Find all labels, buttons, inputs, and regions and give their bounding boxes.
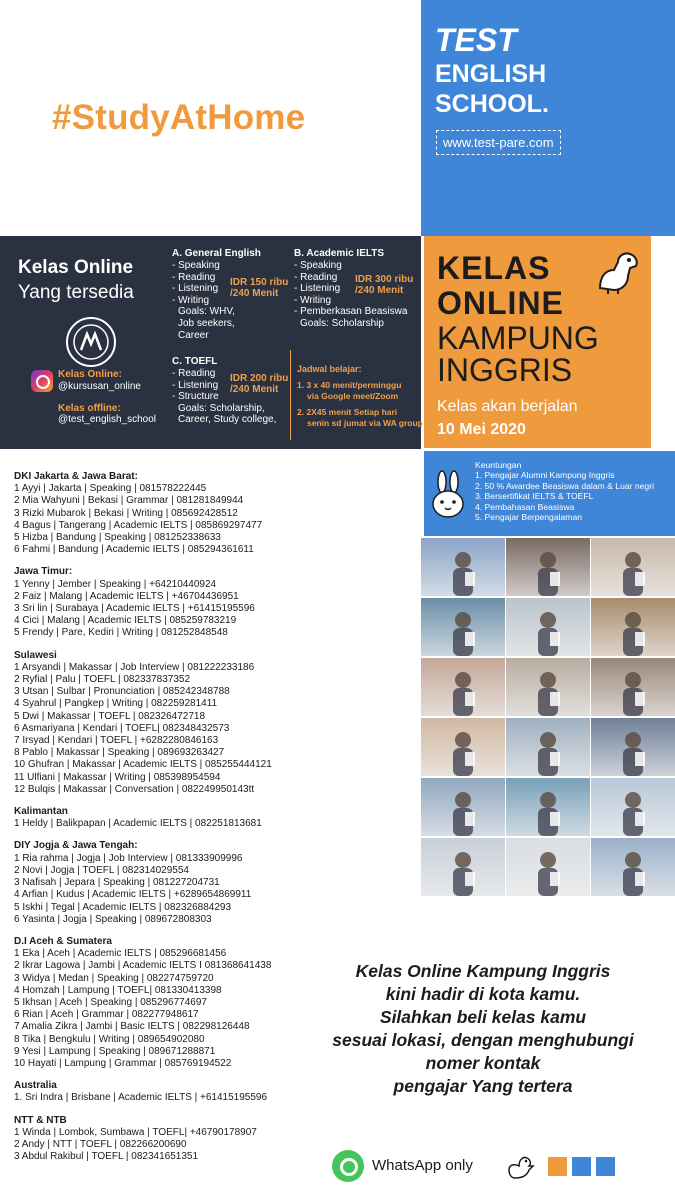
course-b-title: B. Academic IELTS [294, 248, 385, 259]
course-b-item: Goals: Scholarship [300, 317, 384, 329]
school-logo-icon [66, 317, 116, 367]
teacher-contact-entry[interactable]: 1 Ayyi | Jakarta | Speaking | 081578222445 [14, 483, 207, 495]
teacher-contact-entry[interactable]: 4 Bagus | Tangerang | Academic IELTS | 085869297477 [14, 519, 263, 531]
teacher-contact-entry[interactable]: 5 Iskhi | Tegal | Academic IELTS | 082326884293 [14, 901, 232, 913]
student-photo [421, 598, 505, 656]
course-a-items [172, 260, 235, 341]
course-a-item: - Listening [172, 283, 219, 295]
region-heading: DKI Jakarta & Jawa Barat: [14, 471, 138, 482]
teacher-contact-entry[interactable]: 1 Heldy | Balikpapan | Academic IELTS | 082251813681 [14, 818, 262, 830]
course-a-item: - Reading [172, 271, 216, 283]
schedule-block: 1. 3 x 40 menit/perminggu via Google meet/Zoom 2. 2X45 menit Setiap hari senin sd jumat via WA group [297, 380, 423, 428]
brand-line-1: TEST [435, 22, 517, 58]
course-b-item: - Writing [294, 294, 332, 306]
teacher-contact-entry[interactable]: 1 Yenny | Jember | Speaking | +64210440924 [14, 578, 217, 590]
offline-class-ig-handle[interactable]: @test_english_school [58, 414, 156, 425]
course-c-price: IDR 200 ribu /240 Menit [230, 373, 289, 395]
course-b-item: - Reading [294, 271, 338, 283]
teacher-contact-entry[interactable]: 6 Fahmi | Bandung | Academic IELTS | 085294361611 [14, 544, 254, 556]
student-photo [506, 718, 590, 776]
teacher-contact-entry[interactable]: 6 Rian | Aceh | Grammar | 082277948617 [14, 1009, 199, 1021]
student-photo [421, 718, 505, 776]
online-class-title: Kelas Online [18, 257, 134, 278]
promo-text: Kelas Online Kampung Inggris kini hadir di kota kamu. Silahkan beli kelas kamu sesuai lokasi, dengan menghubungi nomer kontak pengajar Yang tertera [332, 961, 634, 1096]
teacher-contact-entry[interactable]: 4 Arfian | Kudus | Academic IELTS | +6289654869911 [14, 889, 252, 901]
brand-url[interactable]: www.test-pare.com [436, 130, 561, 155]
promo-card-line-2: ONLINE [437, 285, 564, 321]
course-a-item: Goals: WHV, [178, 306, 235, 318]
teacher-contact-entry[interactable]: 2 Mia Wahyuni | Bekasi | Grammar | 081281849944 [14, 495, 244, 507]
course-c-item: - Listening [172, 379, 219, 391]
teacher-contact-entry[interactable]: 7 Amalia Zikra | Jambi | Basic IELTS | 082298126448 [14, 1021, 250, 1033]
instagram-icon [31, 370, 53, 392]
region-heading: D.I Aceh & Sumatera [14, 935, 112, 947]
course-a-item: Job seekers, [178, 317, 235, 329]
teacher-contact-entry[interactable]: 6 Asmariyana | Kendari | TOEFL| 082348432573 [14, 722, 230, 734]
teacher-contact-entry[interactable]: 2 Ryfial | Palu | TOEFL | 082337837352 [14, 674, 191, 686]
course-b-price: IDR 300 ribu /240 Menit [355, 274, 414, 296]
student-photo [591, 838, 675, 896]
whatsapp-label: WhatsApp only [372, 1157, 473, 1174]
teacher-contact-entry[interactable]: 1 Winda | Lombok, Sumbawa | TOEFL| +46790178907 [14, 1126, 257, 1138]
dinosaur-icon [594, 248, 642, 296]
course-b-item: - Pemberkasan Beasiswa [294, 306, 408, 318]
brand-line-2: ENGLISH [435, 60, 547, 88]
teacher-contact-entry[interactable]: 4 Syahrul | Pangkep | Writing | 082259281411 [14, 698, 218, 710]
teacher-contact-entry[interactable]: 4 Homzah | Lampung | TOEFL| 081330413398 [14, 984, 222, 996]
teacher-contact-entry[interactable]: 1 Eka | Aceh | Academic IELTS | 085296681456 [14, 948, 227, 960]
student-photo [421, 778, 505, 836]
benefits-list [475, 460, 654, 522]
course-a-item: Career [178, 329, 209, 341]
benefit-item: 2. 50 % Awardee Beasiswa dalam & Luar negri [475, 480, 654, 491]
promo-card-line-3: KAMPUNG [437, 320, 599, 356]
teacher-contact-entry[interactable]: 2 Ikrar Lagowa | Jambi | Academic IELTS I 081368641438 [14, 960, 272, 972]
teacher-contact-entry[interactable]: 3 Abdul Rakibul | TOEFL | 082341651351 [14, 1151, 199, 1163]
student-photo [506, 778, 590, 836]
course-c-item: Goals: Scholarship, [178, 402, 265, 414]
promo-card-start-date: 10 Mei 2020 [437, 421, 526, 438]
course-c-title: C. TOEFL [172, 356, 218, 367]
course-b-item: - Listening [294, 283, 341, 295]
student-photo [591, 718, 675, 776]
teacher-contact-entry[interactable]: 2 Andy | NTT | TOEFL | 082266200690 [14, 1138, 187, 1150]
student-photo [506, 838, 590, 896]
student-photo [506, 538, 590, 596]
region-heading: Jawa Timur: [14, 566, 73, 578]
region-heading: Kalimantan [14, 806, 68, 818]
student-photo [591, 778, 675, 836]
offline-class-ig-label: Kelas offline: [58, 403, 121, 414]
student-photo [591, 538, 675, 596]
course-a-title: A. General English [172, 248, 261, 259]
teacher-contact-entry[interactable]: 1. Sri Indra | Brisbane | Academic IELTS | +61415195596 [14, 1092, 268, 1104]
teacher-contact-entry[interactable]: 8 Pablo | Makassar | Speaking | 089693263427 [14, 747, 225, 759]
teacher-contact-entry[interactable]: 8 Tika | Bengkulu | Writing | 089654902080 [14, 1033, 205, 1045]
student-photo [506, 658, 590, 716]
student-photo [506, 598, 590, 656]
promo-card-line-1: KELAS [437, 250, 551, 286]
teacher-contact-entry[interactable]: 3 Utsan | Sulbar | Pronunciation | 085242348788 [14, 686, 230, 698]
region-heading: Sulawesi [14, 649, 57, 661]
teacher-contact-entry[interactable]: 5 Hizba | Bandung | Speaking | 081252338633 [14, 532, 221, 544]
online-class-ig-handle[interactable]: @kursusan_online [58, 381, 141, 392]
student-photo-grid [421, 538, 675, 900]
course-c-item: Career, Study college, [178, 414, 277, 426]
student-photo [421, 538, 505, 596]
duck-icon [505, 1152, 535, 1180]
teacher-contact-entry[interactable]: 10 Hayati | Lampung | Grammar | 085769194522 [14, 1057, 232, 1069]
teacher-contact-entry[interactable]: 3 Nafisah | Jepara | Speaking | 081227204731 [14, 877, 220, 889]
teacher-contact-entry[interactable]: 5 Ikhsan | Aceh | Speaking | 085296774697 [14, 996, 207, 1008]
benefits-title: Keuntungan [475, 460, 522, 470]
divider [290, 350, 291, 440]
benefit-item: 5. Pengajar Berpengalaman [475, 512, 583, 523]
teacher-contact-entry[interactable]: 3 Sri lin | Surabaya | Academic IELTS | +61415195596 [14, 603, 255, 615]
teacher-contact-list [14, 471, 272, 1163]
course-a-item: - Writing [172, 294, 210, 306]
color-square-blue [572, 1157, 591, 1176]
course-b-item: - Speaking [294, 260, 342, 271]
teacher-contact-entry[interactable]: 2 Faiz | Malang | Academic IELTS | +46704436951 [14, 590, 239, 602]
region-heading: DIY Jogja & Jawa Tengah: [14, 840, 138, 852]
course-a-item: - Speaking [172, 260, 220, 271]
brand-line-3: SCHOOL. [435, 90, 549, 118]
course-c-item: - Reading [172, 368, 216, 379]
teacher-contact-entry[interactable]: 10 Ghufran | Makassar | Academic IELTS | 085255444121 [14, 759, 272, 771]
teacher-contact-entry[interactable]: 3 Widya | Medan | Speaking | 082274759720 [14, 972, 214, 984]
region-heading: Australia [14, 1080, 57, 1092]
student-photo [421, 838, 505, 896]
teacher-contact-entry[interactable]: 9 Yesi | Lampung | Speaking | 089671288871 [14, 1045, 216, 1057]
hashtag-title: #StudyAtHome [52, 98, 306, 137]
teacher-contact-entry[interactable]: 1 Arsyandi | Makassar | Job Interview | 081222233186 [14, 661, 255, 673]
teacher-contact-entry[interactable]: 7 Irsyad | Kendari | TOEFL | +6282280846163 [14, 735, 219, 747]
benefit-item: 1. Pengajar Alumni Kampung Inggris [475, 470, 615, 481]
promo-card-start-label: Kelas akan berjalan [437, 398, 578, 415]
benefit-item: 3. Bersertifikat IELTS & TOEFL [475, 491, 594, 502]
teacher-contact-entry[interactable]: 11 Ulfiani | Makassar | Writing | 085398954594 [14, 771, 221, 783]
student-photo [591, 598, 675, 656]
teacher-contact-entry[interactable]: 5 Dwi | Makassar | TOEFL | 082326472718 [14, 710, 206, 722]
course-c-item: - Structure [172, 391, 219, 403]
teacher-contact-entry[interactable]: 6 Yasinta | Jogja | Speaking | 089672808303 [14, 913, 212, 925]
student-photo [421, 658, 505, 716]
benefit-item: 4. Pembahasan Beasiswa [475, 501, 575, 512]
student-photo [591, 658, 675, 716]
teacher-contact-entry[interactable]: 12 Bulqis | Makassar | Conversation | 082249950143tt [14, 783, 255, 795]
teacher-contact-entry[interactable]: 2 Novi | Jogja | TOEFL | 082314029554 [14, 864, 189, 876]
teacher-contact-entry[interactable]: 4 Cici | Malang | Academic IELTS | 085259783219 [14, 615, 237, 627]
teacher-contact-entry[interactable]: 5 Frendy | Pare, Kediri | Writing | 081252848548 [14, 627, 228, 639]
color-square-blue-2 [596, 1157, 615, 1176]
whatsapp-icon[interactable] [332, 1150, 364, 1182]
region-heading: NTT & NTB [14, 1114, 67, 1126]
teacher-contact-entry[interactable]: 3 Rizki Mubarok | Bekasi | Writing | 085692428512 [14, 507, 238, 519]
course-a-price: IDR 150 ribu /240 Menit [230, 277, 289, 299]
teacher-contact-entry[interactable]: 1 Ria rahma | Jogja | Job Interview | 081333909996 [14, 852, 243, 864]
promo-card-line-4: INGGRIS [437, 352, 573, 388]
online-class-subtitle: Yang tersedia [18, 282, 134, 303]
color-square-orange [548, 1157, 567, 1176]
rabbit-icon [428, 470, 468, 520]
schedule-title: Jadwal belajar: [297, 364, 362, 374]
online-class-ig-label: Kelas Online: [58, 369, 122, 380]
